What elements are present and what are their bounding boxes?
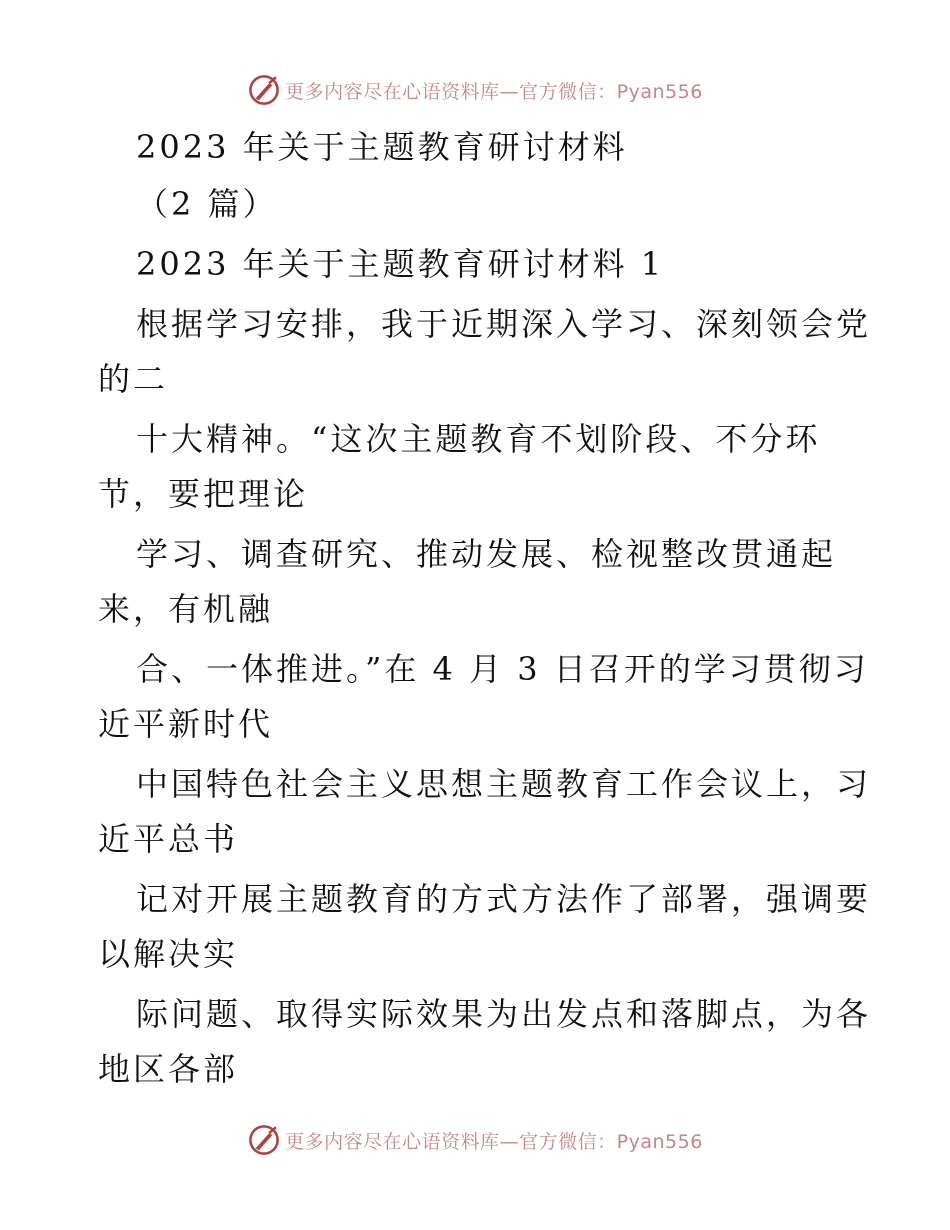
paragraph-line: 合、一体推进。”在 4 月 3 日召开的学习贯彻习 — [136, 650, 869, 688]
paragraph-line: 来，有机融 — [98, 590, 274, 628]
banner-text: 更多内容尽在心语资料库—官方微信：Pyan556 — [285, 80, 703, 103]
footer-banner — [0, 1118, 950, 1162]
paragraph-line: 十大精神。“这次主题教育不划阶段、不分环 — [136, 420, 821, 458]
paragraph-line: 的二 — [98, 360, 169, 398]
paragraph-line: 近平新时代 — [98, 705, 274, 743]
paragraph-line: 以解决实 — [98, 935, 239, 973]
quill-pen-circle-logo — [247, 1123, 281, 1157]
section-heading: 2023 年关于主题教育研讨材料 1 — [136, 245, 665, 283]
paragraph-line: 根据学习安排，我于近期深入学习、深刻领会党 — [136, 305, 872, 343]
doc-subtitle: （2 篇） — [136, 185, 278, 223]
doc-title: 2023 年关于主题教育研讨材料 — [136, 128, 628, 166]
quill-pen-circle-logo — [247, 73, 281, 107]
header-banner — [0, 68, 950, 112]
paragraph-line: 中国特色社会主义思想主题教育工作会议上，习 — [136, 765, 872, 803]
paragraph-line: 近平总书 — [98, 820, 239, 858]
paragraph-line: 际问题、取得实际效果为出发点和落脚点，为各 — [136, 995, 872, 1033]
paragraph-line: 学习、调查研究、推动发展、检视整改贯通起 — [136, 535, 837, 573]
paragraph-line: 节，要把理论 — [98, 475, 309, 513]
paragraph-line: 地区各部 — [98, 1050, 239, 1088]
banner-text: 更多内容尽在心语资料库—官方微信：Pyan556 — [285, 1130, 703, 1153]
paragraph-line: 记对开展主题教育的方式方法作了部署，强调要 — [136, 880, 872, 918]
